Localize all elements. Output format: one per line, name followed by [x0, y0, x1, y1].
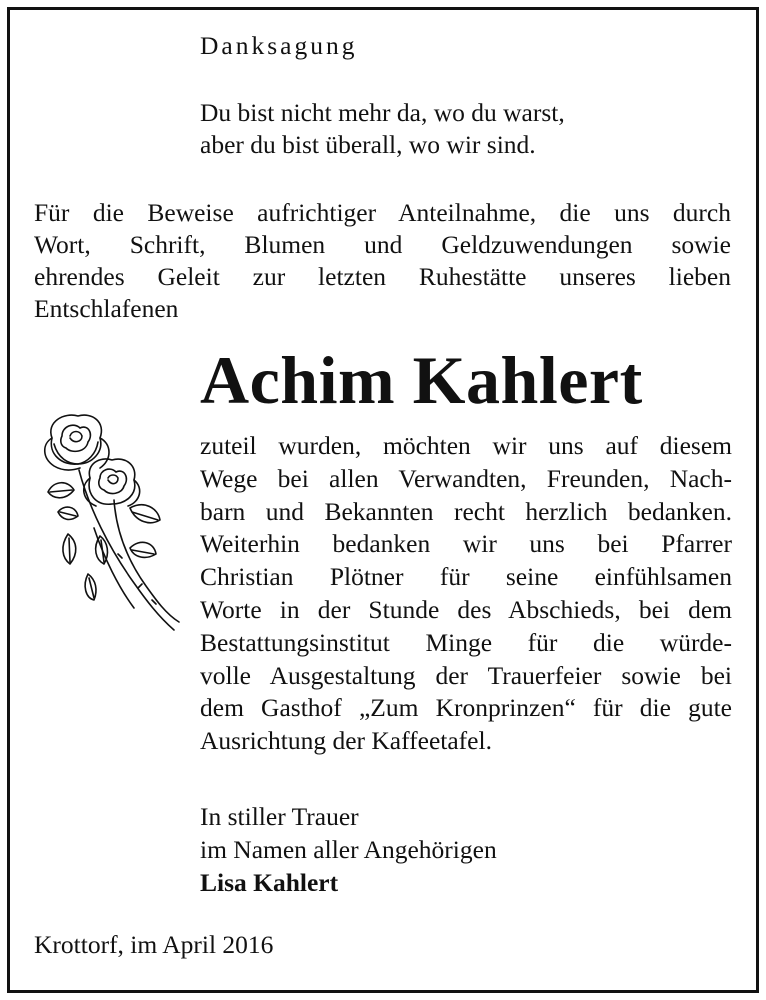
signature-name: Lisa Kahlert [200, 868, 339, 897]
signature-line: im Namen aller Angehörigen [200, 835, 497, 864]
signature-line: In stiller Trauer [200, 802, 359, 831]
body-line: barn und Bekannten recht herzlich bedanken. [200, 496, 732, 526]
body-line: dem Gasthof „Zum Kronprinzen“ für die gute [200, 693, 732, 723]
verse [200, 97, 565, 161]
body-line: Worte in der Stunde des Abschieds, bei dem [200, 594, 732, 624]
intro-line: ehrendes Geleit zur letzten Ruhestätte unseres lieben [34, 262, 731, 291]
body-line: Wege bei allen Verwandten, Freunden, Nach- [200, 463, 732, 493]
intro-paragraph [34, 197, 731, 325]
deceased-name: Achim Kahlert [200, 342, 643, 418]
body-line: Christian Plötner für seine einfühlsamen [200, 562, 732, 592]
intro-line: Wort, Schrift, Blumen und Geldzuwendungen sowie [34, 230, 731, 259]
intro-line: Entschlafenen [34, 294, 179, 323]
body-line: zuteil wurden, möchten wir uns auf diesem [200, 431, 732, 460]
body-line: volle Ausgestaltung der Trauerfeier sowie bei [200, 660, 732, 690]
intro-line: Für die Beweise aufrichtiger Anteilnahme, die uns durch [34, 198, 731, 227]
place-date: Krottorf, im April 2016 [34, 930, 274, 959]
body-paragraph [200, 430, 732, 758]
roses-illustration-icon [34, 408, 186, 640]
verse-line: Du bist nicht mehr da, wo du warst, [200, 98, 565, 127]
body-line: Bestattungsinstitut Minge für die würde- [200, 627, 732, 657]
heading: Danksagung [200, 31, 358, 60]
verse-line: aber du bist überall, wo wir sind. [200, 130, 536, 159]
body-line: Ausrichtung der Kaffeetafel. [200, 726, 492, 756]
signature-block [200, 800, 497, 899]
body-line: Weiterhin bedanken wir uns bei Pfarrer [200, 529, 732, 559]
